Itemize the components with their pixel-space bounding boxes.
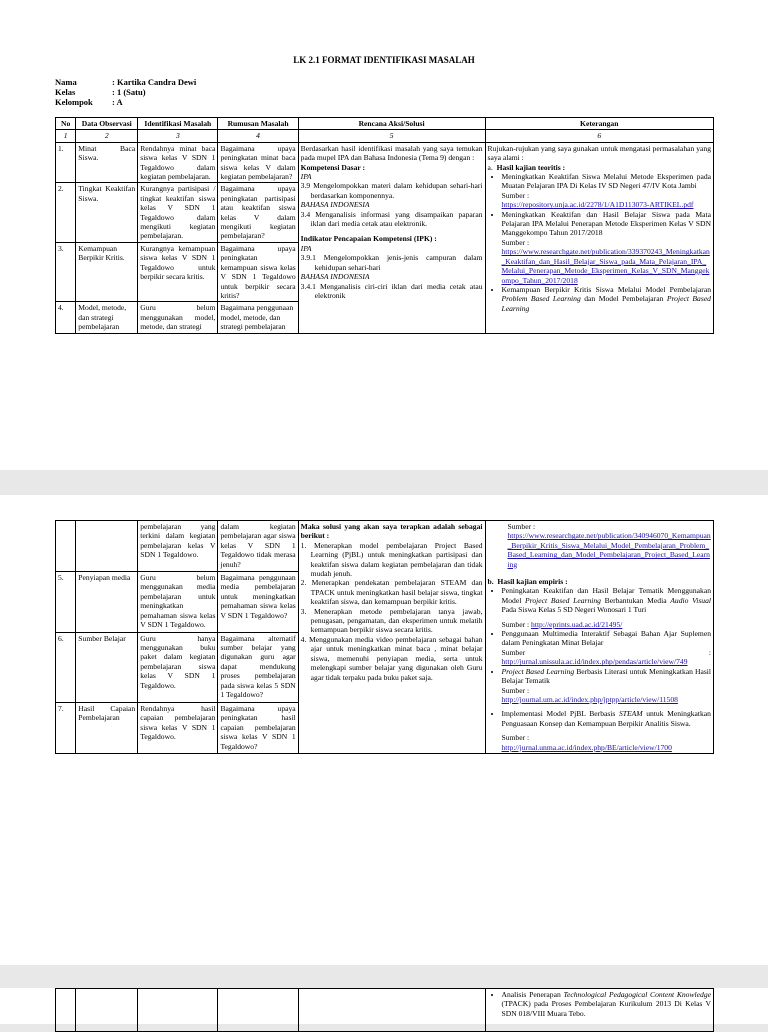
- row-identifikasi: Kurangnya partisipasi / tingkat keaktifan siswa kelas V SDN 1 Tegaldowo dalam mengikuti kegiatan pembelajaran.: [138, 183, 218, 242]
- row-data: Hasil Capaian Pembelajaran: [76, 702, 138, 753]
- sumber-label: Sumber :: [501, 619, 532, 629]
- keterangan-cell: [485, 142, 714, 333]
- ipk-bindo: 3.4.1 Menganalisis ciri-ciri iklan dari media cetak atau elektronik: [300, 281, 483, 300]
- ket-a-title: Hasil kajian teoritis :: [496, 162, 566, 172]
- ref-link[interactable]: https://repository.unja.ac.id/2278/1/A1D113073-ARTIKEL.pdf: [501, 200, 694, 210]
- page-3: [0, 988, 768, 1024]
- empiris-list: [488, 586, 712, 752]
- row-identifikasi: Rendahnya hasil capaian pembelajaran siswa kelas V SDN 1 Tegaldowo.: [138, 702, 218, 753]
- ref-title-italic: Project Based Learning: [501, 294, 711, 313]
- row-rumusan: Bagaimana penggunaan media pembelajaran untuk meningkatkan pemahaman siswa kelas V SDN 1 Tegaldowo?: [218, 572, 298, 633]
- page-1: [0, 0, 768, 470]
- ipk-ipa: 3.9.1 Mengelompokkan jenis-jenis campuran dalam kehidupan sehari-hari: [300, 253, 483, 272]
- identity-value: : 1 (Satu): [112, 87, 146, 97]
- list-item: • Project Based Learning Berbasis Literasi untuk Meningkatkan Hasil Belajar Tematik Sumber : http://journal.um.ac.id/index.php/jptpp/article/view/11508: [502, 667, 712, 705]
- header-rencana: Rencana Aksi/Solusi: [298, 118, 485, 130]
- list-item: • Penggunaan Multimedia Interaktif Sebagai Bahan Ajar Suplemen dalam Peningkatan Minat Belajar Sumber : http://jurnal.unissula.ac.id/index.php/pendas/article/view/749: [502, 629, 712, 667]
- identity-label: Kelompok: [55, 97, 93, 107]
- identity-row: [55, 77, 196, 87]
- table-header-row: [56, 118, 714, 130]
- sumber-label: Sumber :: [501, 190, 530, 200]
- row-no: 2.: [56, 183, 76, 242]
- row-data: Minat Baca Siswa.: [76, 142, 138, 183]
- header-rumusan: Rumusan Masalah: [218, 118, 298, 130]
- row-no: 3.: [56, 242, 76, 301]
- table-row: [56, 521, 714, 572]
- row-rumusan: Bagaimana alternatif sumber belajar yang digunakan guru agar dapat mendukung proses pembelajaran pada siswa kelas 5 SDN 1 Tegaldowo?: [218, 632, 298, 702]
- teoritis-list: [488, 172, 712, 313]
- solusi-item: 2. Menerapkan pendekatan pembelajaran STEAM dan TPACK untuk meningkatkan hasil belajar siswa, tingkat keaktifan siswa, dan kemampuan berpikir kritis.: [300, 578, 483, 607]
- ref-link[interactable]: http://journal.um.ac.id/index.php/jptpp/article/view/11508: [501, 694, 678, 704]
- rencana-intro: Berdasarkan hasil identifikasi masalah yang saya temukan pada mupel IPA dan Bahasa Indonesia (Tema 9) dengan :: [300, 143, 483, 163]
- solusi-item: 4. Menggunakan media video pembelajaran sebagai bahan ajar untuk meningkatkan minat baca , minat belajar siswa, memenuhi penyiapan media, serta untuk melengkapi sumber belajar yang digunakan oleh Guru agar tidak terpaku pada buku paket saja.: [300, 634, 483, 682]
- ref-link[interactable]: https://www.researchgate.net/publication/340946070_Kemampuan_Berpikir_Kritis_Siswa_Melalui_Model_Pembelajaran_Problem_Based_Learning_dan_Model_Pembelajaran_Project_Based_Learning: [507, 531, 711, 569]
- keterangan-cell: [485, 521, 714, 754]
- header-num: 4: [218, 130, 298, 142]
- header-number-row: [56, 130, 714, 142]
- header-data-observasi: Data Observasi: [76, 118, 138, 130]
- row-identifikasi: Guru belum menggunakan media pembelajaran untuk meningkatkan pemahaman siswa kelas V SDN 1 Tegaldowo.: [138, 572, 218, 633]
- header-num: 3: [138, 130, 218, 142]
- row-no: 7.: [56, 702, 76, 753]
- identity-value: : A: [112, 97, 123, 107]
- ref-title-italic: Problem Based Learning: [501, 294, 581, 304]
- ref-title: Meningkatkan Keaktifan dan Hasil Belajar Siswa pada Mata Pelajaran IPA Melalui Penerapan Metode Eksperimen Kelas V SDN Manggekompo Tahun 2017/2018: [501, 209, 711, 238]
- ref-title: Penggunaan Multimedia Interaktif Sebagai Bahan Ajar Suplemen dalam Peningkatan Minat Belajar: [501, 629, 711, 648]
- identity-row: [55, 87, 196, 97]
- header-num: 5: [298, 130, 485, 142]
- keterangan-cell: [485, 989, 714, 1032]
- header-keterangan: Keterangan: [485, 118, 714, 130]
- table-row: [56, 142, 714, 183]
- header-num: 6: [485, 130, 714, 142]
- solusi-item: 1. Menerapkan model pembelajaran Project Based Learning (PjBL) untuk meningkatkan partisipasi dan keaktifan siswa dalam kegiatan pembelajaran dan tidak mudah jenuh.: [300, 540, 483, 579]
- sumber-label: Sumber :: [507, 522, 536, 531]
- row-data: Kemampuan Berpikir Kritis.: [76, 242, 138, 301]
- solusi-title: Maka solusi yang akan saya terapkan adalah sebagai berikut :: [300, 522, 483, 541]
- ket-a-label: a.: [487, 162, 493, 172]
- header-identifikasi: Identifikasi Masalah: [138, 118, 218, 130]
- ref-link[interactable]: http://jurnal.unma.ac.id/index.php/BE/article/view/1700: [501, 742, 672, 752]
- header-no: No: [56, 118, 76, 130]
- problem-table: [55, 117, 714, 334]
- ipk-ipa-label: IPA: [300, 243, 312, 253]
- sumber-label: Sumber :: [501, 685, 530, 695]
- identity-value: : Kartika Candra Dewi: [112, 77, 197, 87]
- kd-ipa: 3.9 Mengelompokkan materi dalam kehidupan sehari-hari berdasarkan komponennya.: [300, 181, 483, 200]
- page-2: [0, 495, 768, 965]
- list-item: • Analisis Penerapan Technological Pedagogical Content Knowledge (TPACK) pada Proses Pembelajaran Kurikulum 2013 Di Kelas V SDN 018/VIII Muara Tebo.: [502, 990, 712, 1018]
- ref-title: dan Model Pembelajaran: [580, 294, 667, 304]
- row-identifikasi: Rendahnya minat baca siswa kelas V SDN 1 Tegaldowo dalam kegiatan pembelajaran.: [138, 142, 218, 183]
- ref-title: Meningkatkan Keaktifan Siswa Melalui Metode Eksperimen pada Muatan Pelajaran IPA Di Kelas IV SD Negeri 47/IV Kota Jambi: [501, 172, 711, 191]
- kd-ipa-label: IPA: [300, 172, 312, 182]
- ref-title: Kemampuan Berpikir Kritis Siswa Melalui Model Pembelajaran: [501, 284, 711, 294]
- row-data: Tingkat Keaktifan Siswa.: [76, 183, 138, 242]
- row-rumusan: Bagaimana penggunaan model, metode, dan strategi pembelajaran: [218, 302, 298, 333]
- identity-label: Nama: [55, 77, 77, 87]
- list-item: [502, 285, 712, 313]
- ref-link[interactable]: https://www.researchgate.net/publication/339370243_Meningkatkan_Keaktifan_dan_Hasil_Belajar_Siswa_pada_Mata_Pelajaran_IPA_Melalui_Penerapan_Metode_Eksperimen_Kelas_V_SDN_Manggekompo_Tahun_2017/2018: [501, 247, 710, 285]
- ket-b-title: Hasil kajian empiris :: [497, 577, 568, 587]
- row-rumusan: Bagaimana upaya peningkatan partisipasi atau keaktifan siswa kelas V dalam mengikuti kegiatan pembelajaran?: [218, 183, 298, 242]
- ipk-title: Indikator Pencapaian Kompetensi (IPK) :: [300, 234, 437, 244]
- ket-b-label: b.: [487, 577, 494, 587]
- ipk-bindo-label: BAHASA INDONESIA: [300, 272, 370, 282]
- row-no: 1.: [56, 142, 76, 183]
- table-row: [56, 989, 714, 1032]
- problem-table-continued: [55, 520, 714, 754]
- kd-bindo: 3.4 Menganalisis informasi yang disampaikan paparan iklan dari media cetak atau elektronik.: [300, 209, 483, 229]
- header-num: 1: [56, 130, 76, 142]
- row-rumusan: dalam kegiatan pembelajaran agar siswa kelas V SDN 1 Tegaldowo tidak merasa jenuh?: [218, 521, 298, 572]
- row-identifikasi: pembelajaran yang terkini dalam kegiatan pembelajaran kelas V SDN 1 Tegaldowo.: [138, 521, 218, 572]
- row-data: [76, 521, 138, 572]
- kd-bindo-label: BAHASA INDONESIA: [300, 200, 370, 210]
- list-item: • Peningkatan Keaktifan dan Hasil Belajar Tematik Menggunakan Model Project Based Learning Berbantukan Media Audio Visual Pada Siswa Kelas 5 SD Negeri Wonosari 1 Turi Sumber : http://eprints.uad.ac.id/21495/: [502, 586, 712, 629]
- solusi-cell: [298, 521, 485, 754]
- row-data: Sumber Belajar: [76, 632, 138, 702]
- rencana-cell: [298, 142, 485, 333]
- row-no: 5.: [56, 572, 76, 633]
- row-identifikasi: Guru hanya menggunakan buku paket dalam kegiatan pembelajaran siswa kelas V SDN 1 Tegaldowo.: [138, 632, 218, 702]
- identity-block: [55, 77, 196, 107]
- list-item: [502, 172, 712, 210]
- row-no: 4.: [56, 302, 76, 333]
- row-no: 6.: [56, 632, 76, 702]
- empiris-list: [488, 990, 712, 1018]
- problem-table-page3: [55, 988, 714, 1032]
- row-identifikasi: Kurangnya kemampuan siswa kelas V SDN 1 Tegaldowo untuk berpikir secara kritis.: [138, 242, 218, 301]
- list-item: • Implementasi Model PjBL Berbasis STEAM untuk Meningkatkan Penguasaan Konsep dan Kemampuan Berpikir Analitis Siswa. Sumber : http://jurnal.unma.ac.id/index.php/BE/article/view/1700: [502, 709, 712, 752]
- kd-title: Kompetensi Dasar :: [300, 162, 366, 172]
- row-rumusan: Bagaimana upaya peningkatan hasil capaian pembelajaran siswa kelas V SDN 1 Tegaldowo?: [218, 702, 298, 753]
- row-data: Penyiapan media: [76, 572, 138, 633]
- ref-link[interactable]: http://jurnal.unissula.ac.id/index.php/pendas/article/view/749: [501, 657, 688, 667]
- sumber-label: Sumber :: [501, 237, 530, 247]
- identity-label: Kelas: [55, 87, 76, 97]
- row-rumusan: Bagaimana upaya peningkatan minat baca siswa kelas V dalam kegiatan pembelajaran?: [218, 142, 298, 183]
- row-data: Model, metode, dan strategi pembelajaran: [76, 302, 138, 333]
- doc-title: LK 2.1 FORMAT IDENTIFIKASI MASALAH: [293, 55, 475, 65]
- row-no: [56, 521, 76, 572]
- row-identifikasi: Guru belum menggunakan model, metode, dan strategi: [138, 302, 218, 333]
- ket-intro: Rujukan-rujukan yang saya gunakan untuk mengatasi permasalahan yang saya alami :: [487, 143, 711, 163]
- list-item: [502, 210, 712, 285]
- ref-link[interactable]: http://eprints.uad.ac.id/21495/: [531, 619, 623, 629]
- identity-row: [55, 97, 196, 107]
- solusi-item: 3. Menerapkan metode pembelajaran tanya jawab, penugasan, pengamatan, dan eksperimen untuk melatih kemampuan berpikir siswa secara kritis.: [300, 606, 483, 635]
- row-rumusan: Bagaimana upaya peningkatan kemampuan siswa kelas V SDN 1 Tegaldowo untuk berpikir secara kritis?: [218, 242, 298, 301]
- header-num: 2: [76, 130, 138, 142]
- sumber-label: Sumber: [501, 647, 526, 657]
- sumber-label: Sumber :: [501, 733, 530, 743]
